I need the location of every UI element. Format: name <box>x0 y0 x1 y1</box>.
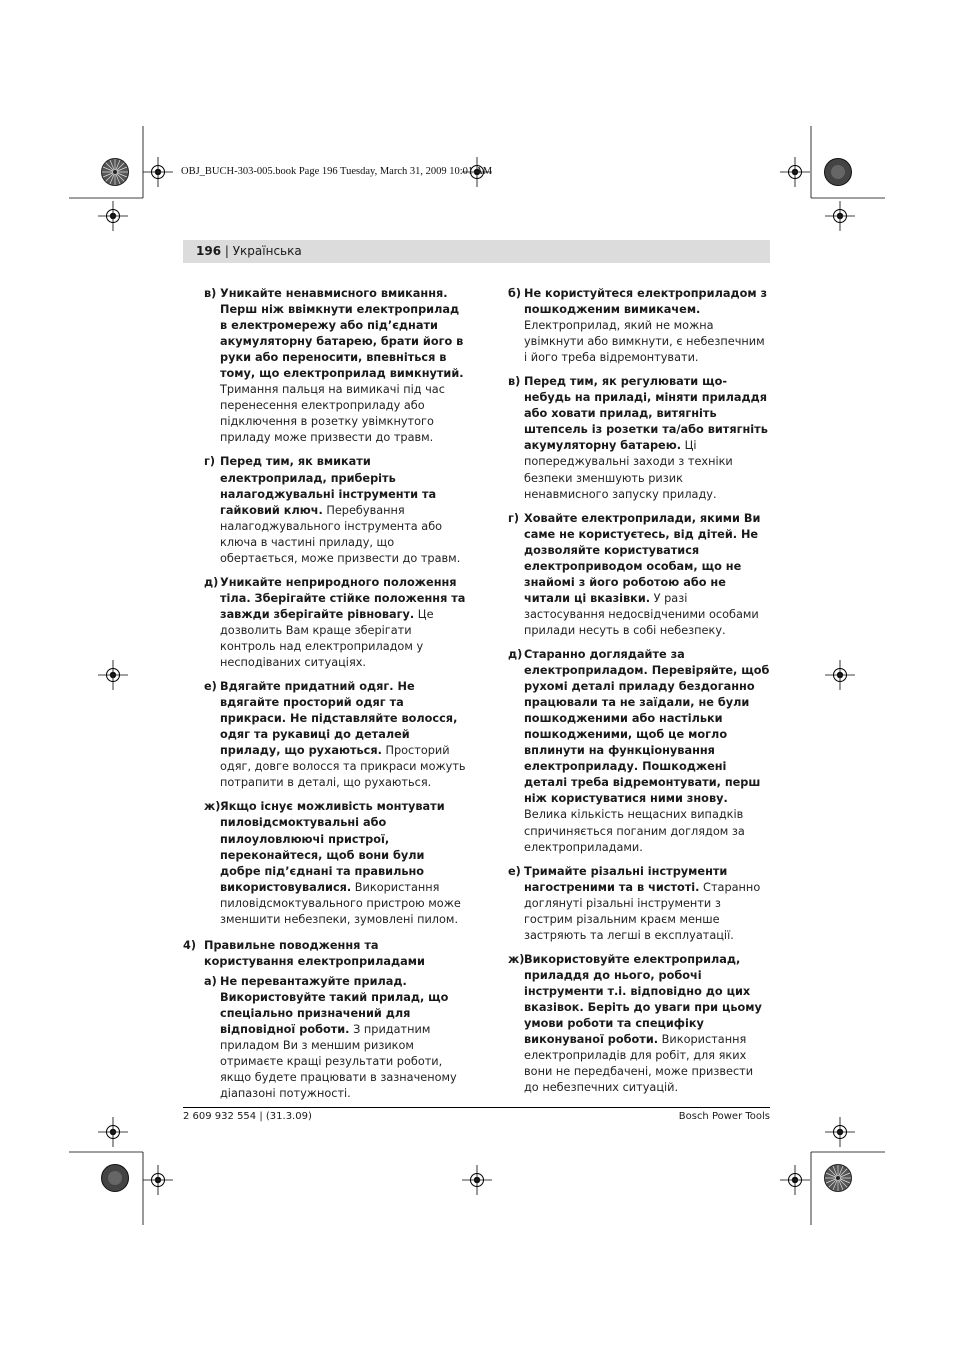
section-heading <box>183 938 468 970</box>
item-bold-text: Уникайте неприродного положення тіла. Зберігайте стійке положення та завжди зберігайте рівновагу. <box>220 575 466 621</box>
item-label: в) <box>508 375 521 389</box>
item-text: Тримання пальця на вимикачі під час перенесення електроприладу або підключення в розетку увімкнутого приладу може призвести до травм. <box>220 383 445 445</box>
item-label: д) <box>204 575 219 589</box>
section-title: Правильне поводження та користування електроприладами <box>204 938 425 968</box>
item-bold-text: Вдягайте придатний одяг. Не вдягайте просторий одяг та прикраси. Не підставляйте волосся, одяг та рукавиці до деталей приладу, що рухаються. <box>220 680 458 758</box>
item-bold-text: Перед тим, як вмикати електроприлад, приберіть налагоджувальні інструменти та гайковий ключ. <box>220 455 437 517</box>
footer-divider <box>183 1107 770 1108</box>
item-label: г) <box>508 511 520 525</box>
item-text: У разі застосування недосвідченими особами прилади несуть в собі небезпеку. <box>524 591 759 637</box>
left-column <box>183 286 468 1110</box>
item-text: Просторий одяг, довге волосся та прикраси можуть потрапити в деталі, що рухаються. <box>220 744 466 790</box>
item-label: е) <box>204 680 217 694</box>
item-bold-text: Використовуйте електроприлад, приладдя до нього, робочі інструменти т.і. відповідно до цих вказівок. Беріть до уваги при цьому умови роботи та специфіку виконуваної роботи. <box>524 952 762 1047</box>
item-text: Старанно доглянуті різальні інструменти з гострим різальним краєм менше застряють та легші в експлуатації. <box>524 880 761 942</box>
list-item <box>508 864 770 944</box>
list-item <box>508 511 770 639</box>
list-item <box>183 974 468 1102</box>
item-bold-text: Старанно доглядайте за електроприладом. Перевіряйте, щоб рухомі деталі приладу бездоганно працювали та не заїдали, не були пошкодженими або настільки пошкодженими, щоб це могло вплинути на функціонування електроприладу. Пошкоджені деталі треба відремонтувати, перш ніж користуватися ними знову. <box>524 647 770 806</box>
item-text: Велика кількість нещасних випадків спричиняється поганим доглядом за електроприладами. <box>524 808 745 854</box>
item-label: д) <box>508 647 523 661</box>
item-bold-text: Уникайте ненавмисного вмикання. Перш ніж ввімкнути електроприлад в електромережу або під’єднати акумуляторну батарею, брати його в руки або переносити, впевніться в тому, що електроприлад вимкнутий. <box>220 287 464 381</box>
item-text: Використання пиловідсмоктувального пристрою може зменшити небезпеки, зумовлені пилом. <box>220 880 461 926</box>
item-bold-text: Ховайте електроприлади, якими Ви саме не користуєтесь, від дітей. Не дозволяйте користуватися електроприводом особам, що не знайомі з його роботою або не читали ці вказівки. <box>524 511 761 605</box>
item-bold-text: Не перевантажуйте прилад. Використовуйте такий прилад, що спеціально призначений для відповідної роботи. <box>220 974 449 1037</box>
item-text: Використання електроприладів для робіт, для яких вони не передбачені, може призвести до небезпечних ситуацій. <box>524 1033 754 1095</box>
item-text: Ці попереджувальні заходи з техніки безпеки зменшують ризик ненавмисного запуску приладу. <box>524 439 733 501</box>
item-label: а) <box>204 974 217 988</box>
section-number: 4) <box>183 938 197 952</box>
footer-brand: Bosch Power Tools <box>678 1111 770 1122</box>
item-text: Це дозволить Вам краще зберігати контроль над електроприладом у несподіваних ситуаціях. <box>220 607 434 670</box>
item-text: З придатним приладом Ви з меншим ризиком отримаєте кращі результати роботи, якщо будете працювати в зазначеному діапазоні потужності. <box>220 1023 457 1101</box>
item-label: г) <box>204 455 216 469</box>
list-item <box>183 286 468 446</box>
item-label: б) <box>508 287 522 300</box>
item-bold-text: Не користуйтеся електроприладом з пошкодженим вимикачем. <box>524 287 768 317</box>
item-label: е) <box>508 864 521 878</box>
list-item <box>183 575 468 671</box>
header-language: Українська <box>232 244 302 258</box>
running-header <box>183 240 770 263</box>
item-bold-text: Перед тим, як регулювати що-небудь на приладі, міняти приладдя або ховати прилад, витягніть штепсель із розетки та/або витягніть акумуляторну батарею. <box>524 375 768 453</box>
item-label: ж) <box>204 800 221 814</box>
list-item <box>183 454 468 566</box>
list-item <box>183 679 468 791</box>
item-bold-text: Якщо існує можливість монтувати пиловідсмоктувальні або пилоуловлюючі пристрої, переконайтеся, щоб вони були добре під’єднані та правильно використовувалися. <box>220 800 445 894</box>
list-item <box>183 799 468 927</box>
item-label: ж) <box>508 952 525 966</box>
page-number: 196 <box>196 244 222 258</box>
list-item <box>508 374 770 502</box>
list-item <box>508 286 770 366</box>
right-column <box>508 286 770 1104</box>
list-item <box>508 952 770 1096</box>
item-text: Перебування налагоджувального інструмента або ключа в частині приладу, що обертається, може призвести до травм. <box>220 503 461 565</box>
item-bold-text: Тримайте різальні інструменти нагостреними та в чистоті. <box>524 864 728 894</box>
header-separator: | <box>221 244 233 258</box>
item-text: Електроприлад, який не можна увімкнути або вимкнути, є небезпечним і його треба відремонтувати. <box>524 319 765 365</box>
item-label: в) <box>204 287 217 300</box>
print-header: OBJ_BUCH-303-005.book Page 196 Tuesday, March 31, 2009 10:01 AM <box>181 166 493 177</box>
footer-doc-number: 2 609 932 554 | (31.3.09) <box>183 1111 312 1122</box>
list-item <box>508 647 770 856</box>
